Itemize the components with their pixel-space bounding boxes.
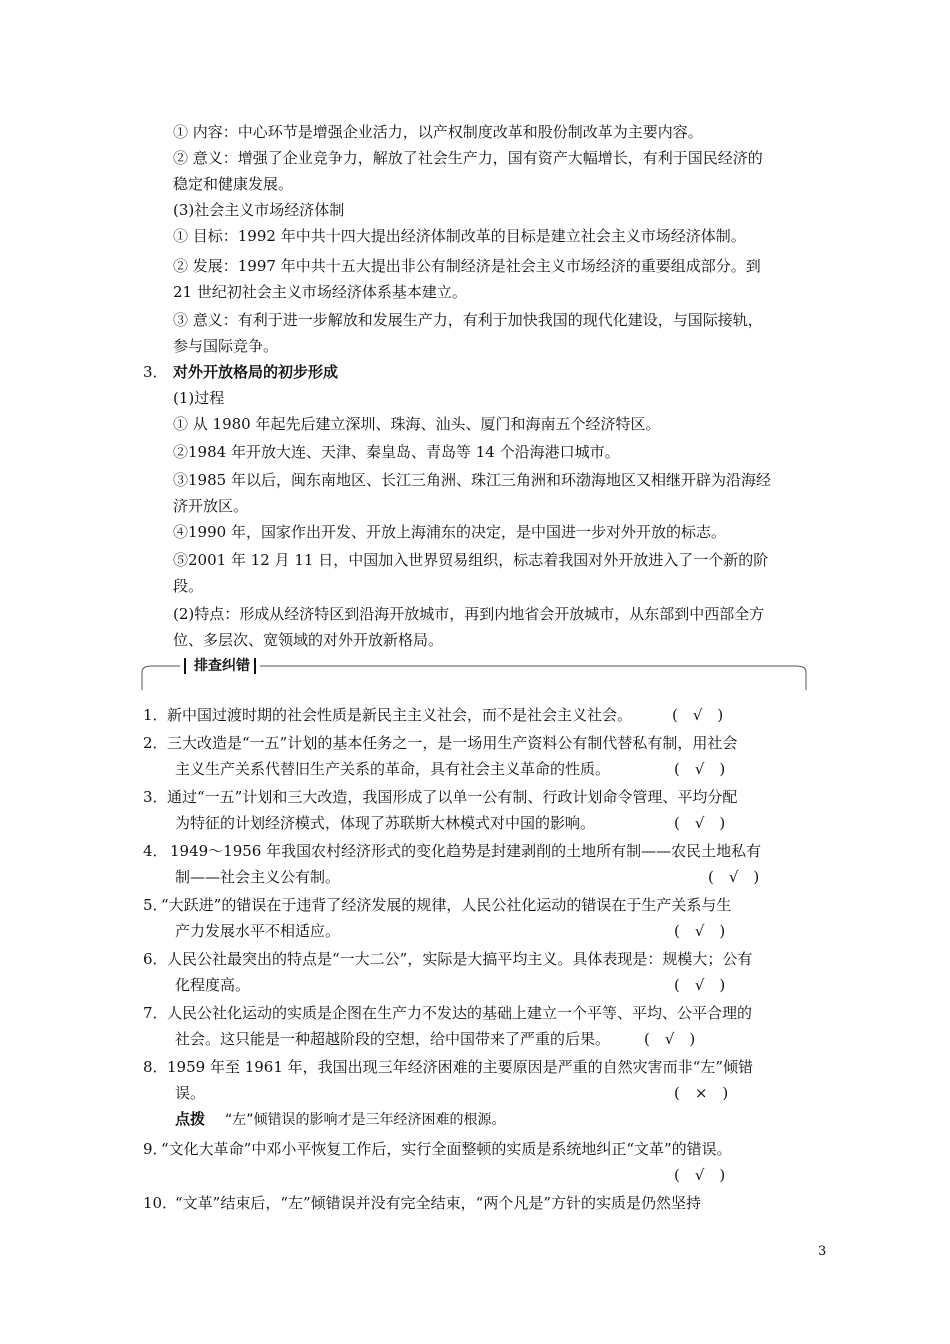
item-text: 主义生产关系代替旧生产关系的革命，具有社会主义革命的性质。	[175, 760, 611, 778]
body-line: ⑤2001 年 12 月 11 日，中国加入世界贸易组织，标志着我国对外开放进入了一个新的阶	[173, 551, 769, 569]
body-line: 21 世纪初社会主义市场经济体系基本建立。	[173, 283, 467, 301]
item-number: 3．	[143, 788, 168, 806]
body-line: 济开放区。	[173, 497, 249, 515]
item-text: 通过“一五”计划和三大改造，我国形成了以单一公有制、行政计划命令管理、平均分配	[167, 788, 738, 806]
item-number: 1．	[143, 706, 168, 724]
page-number: 3	[818, 1244, 827, 1259]
subsection-heading: (1)过程	[173, 389, 225, 407]
answer-mark: ( √ )	[672, 706, 724, 724]
item-number: 2．	[143, 734, 168, 752]
tip	[175, 1109, 506, 1130]
body-line: 段。	[173, 577, 204, 595]
item-text: 社会。这只能是一种超越阶段的空想，给中国带来了严重的后果。	[175, 1030, 611, 1048]
tip-text: “左”倾错误的影响才是三年经济困难的根源。	[225, 1112, 506, 1128]
section-heading: 对外开放格局的初步形成	[173, 363, 339, 381]
body-line: ④1990 年，国家作出开发、开放上海浦东的决定，是中国进一步对外开放的标志。	[173, 523, 726, 541]
box-title: 排查纠错	[180, 656, 260, 676]
item-number: 5．	[143, 896, 168, 914]
item-number: 7．	[143, 1004, 168, 1022]
answer-mark: ( √ )	[674, 1166, 726, 1184]
body-line: ② 发展：1997 年中共十五大提出非公有制经济是社会主义市场经济的重要组成部分。到	[173, 257, 761, 275]
item-text: 化程度高。	[175, 976, 251, 994]
answer-mark: ( √ )	[708, 868, 760, 886]
item-text: 三大改造是“一五”计划的基本任务之一，是一场用生产资料公有制代替私有制，用社会	[167, 734, 738, 752]
item-text: 产力发展水平不相适应。	[175, 922, 341, 940]
body-line: ① 内容：中心环节是增强企业活力，以产权制度改革和股份制改革为主要内容。	[173, 123, 703, 141]
answer-mark: ( √ )	[674, 922, 726, 940]
item-text: 人民公社最突出的特点是“一大二公”，实际是大搞平均主义。具体表现是：规模大；公有	[167, 950, 753, 968]
item-number: 10．	[143, 1194, 178, 1212]
item-text: 新中国过渡时期的社会性质是新民主主义社会，而不是社会主义社会。	[167, 706, 633, 724]
item-text: 1949～1956 年我国农村经济形式的变化趋势是封建剥削的土地所有制——农民土地私有	[170, 842, 762, 860]
item-number: 8．	[143, 1058, 168, 1076]
body-line: ① 目标：1992 年中共十四大提出经济体制改革的目标是建立社会主义市场经济体制。	[173, 227, 746, 245]
body-line: ① 从 1980 年起先后建立深圳、珠海、汕头、厦门和海南五个经济特区。	[173, 415, 661, 433]
item-text: “文化大革命”中邓小平恢复工作后，实行全面整顿的实质是系统地纠正“文革”的错误。	[161, 1140, 732, 1158]
answer-mark: ( × )	[674, 1084, 729, 1102]
body-line: ②1984 年开放大连、天津、秦皇岛、青岛等 14 个沿海港口城市。	[173, 443, 620, 461]
subsection-heading: (3)社会主义市场经济体制	[173, 201, 345, 219]
item-number: 6．	[143, 950, 168, 968]
section-number: 3．	[143, 363, 168, 381]
body-line: (2)特点：形成从经济特区到沿海开放城市，再到内地省会开放城市，从东部到中西部全方	[173, 605, 765, 623]
item-text: 为特征的计划经济模式，体现了苏联斯大林模式对中国的影响。	[175, 814, 596, 832]
answer-mark: ( √ )	[674, 814, 726, 832]
tip-label: 点拨	[175, 1110, 206, 1128]
item-number: 9．	[143, 1140, 168, 1158]
answer-mark: ( √ )	[674, 976, 726, 994]
body-line: 稳定和健康发展。	[173, 175, 294, 193]
body-line: ③1985 年以后，闽东南地区、长江三角洲、珠江三角洲和环渤海地区又相继开辟为沿海经	[173, 471, 771, 489]
item-text: “文革”结束后，“左”倾错误并没有完全结束，“两个凡是”方针的实质是仍然坚持	[175, 1194, 702, 1212]
answer-mark: ( √ )	[644, 1030, 696, 1048]
body-line: 参与国际竞争。	[173, 337, 279, 355]
body-line: ② 意义：增强了企业竞争力，解放了社会生产力，国有资产大幅增长，有利于国民经济的	[173, 149, 763, 167]
item-text: 1959 年至 1961 年，我国出现三年经济困难的主要原因是严重的自然灾害而非“左”倾错	[167, 1058, 753, 1076]
item-text: 制——社会主义公有制。	[175, 868, 341, 886]
answer-mark: ( √ )	[674, 760, 726, 778]
body-line: 位、多层次、宽领域的对外开放新格局。	[173, 631, 444, 649]
item-text: 误。	[175, 1084, 206, 1102]
item-text: 人民公社化运动的实质是企图在生产力不发达的基础上建立一个平等、平均、公平合理的	[167, 1004, 753, 1022]
item-number: 4．	[143, 842, 168, 860]
item-text: “大跃进”的错误在于违背了经济发展的规律，人民公社化运动的错误在于生产关系与生	[161, 896, 732, 914]
body-line: ③ 意义：有利于进一步解放和发展生产力，有利于加快我国的现代化建设，与国际接轨，	[173, 311, 763, 329]
